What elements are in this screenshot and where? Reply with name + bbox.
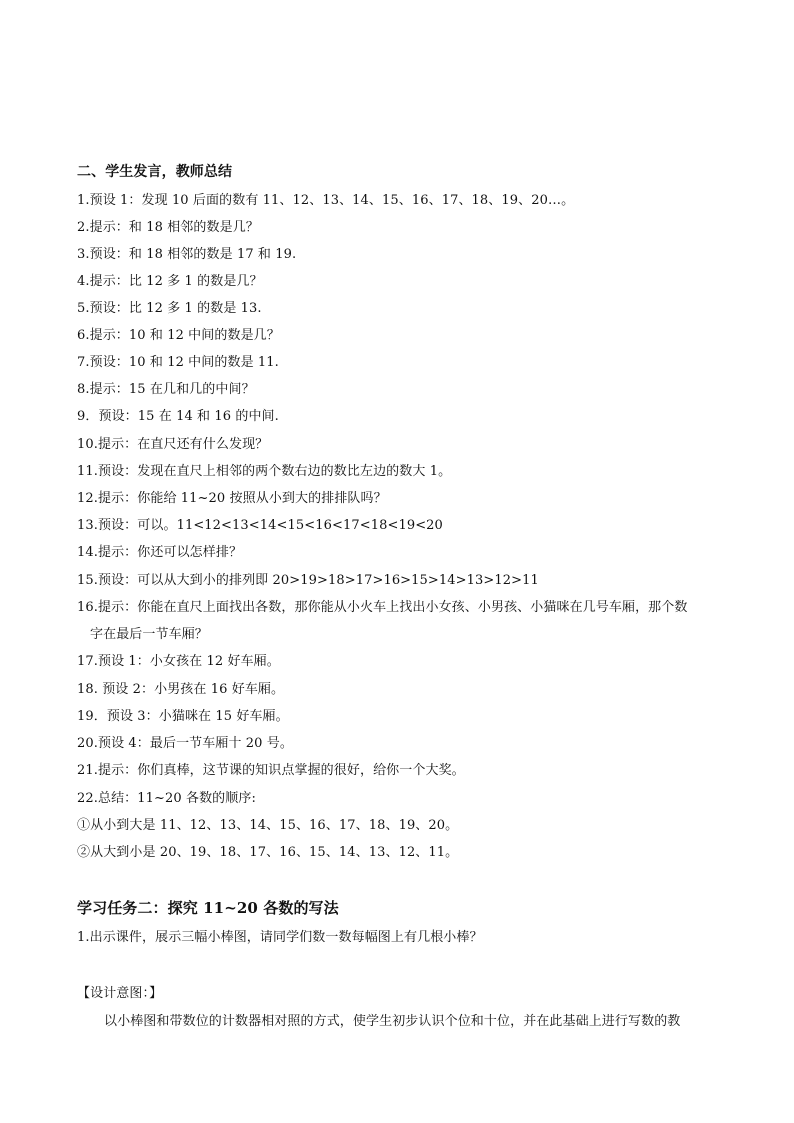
list-item: 20.预设 4：最后一节车厢十 20 号。: [77, 736, 293, 751]
list-item: 19．预设 3：小猫咪在 15 好车厢。: [77, 709, 289, 724]
section-heading: 二、学生发言，教师总结: [77, 164, 233, 180]
list-item: 8.提示：15 在几和几的中间？: [77, 382, 255, 397]
list-item: 18. 预设 2：小男孩在 16 好车厢。: [77, 682, 285, 697]
list-item: 1.预设 1：发现 10 后面的数有 11、12、13、14、15、16、17、18、19、20…。: [77, 193, 575, 208]
list-item: 13.预设：可以。11<12<13<14<15<16<17<18<19<20: [77, 518, 443, 533]
list-item: 1.出示课件，展示三幅小棒图，请同学们数一数每幅图上有几根小棒？: [77, 930, 483, 945]
list-item: 17.预设 1：小女孩在 12 好车厢。: [77, 654, 280, 669]
list-item: 15.预设：可以从大到小的排列即 20>19>18>17>16>15>14>13>12>11: [77, 573, 539, 588]
list-item: 6.提示：10 和 12 中间的数是几？: [77, 328, 280, 343]
list-item: 9．预设：15 在 14 和 16 的中间.: [77, 409, 279, 424]
design-intent-text: 以小棒图和带数位的计数器相对照的方式，使学生初步认识个位和十位，并在此基础上进行写数的教: [104, 1014, 681, 1029]
list-item: 11.预设：发现在直尺上相邻的两个数右边的数比左边的数大 1。: [77, 464, 452, 479]
list-item: 21.提示：你们真棒，这节课的知识点掌握的很好，给你一个大奖。: [77, 763, 465, 778]
list-item: 3.预设：和 18 相邻的数是 17 和 19.: [77, 247, 297, 262]
section-heading: 学习任务二：探究 11~20 各数的写法: [77, 899, 339, 917]
list-item-continued: 字在最后一节车厢？: [90, 627, 208, 642]
list-item: ①从小到大是 11、12、13、14、15、16、17、18、19、20。: [77, 818, 459, 833]
list-item: 16.提示：你能在直尺上面找出各数，那你能从小火车上找出小女孩、小男孩、小猫咪在几号车厢，那个数: [77, 600, 688, 615]
list-item: 14.提示：你还可以怎样排？: [77, 545, 243, 560]
list-item: 10.提示：在直尺还有什么发现？: [77, 437, 269, 452]
list-item: ②从大到小是 20、19、18、17、16、15、14、13、12、11。: [77, 845, 459, 860]
list-item: 22.总结：11~20 各数的顺序:: [77, 791, 256, 806]
list-item: 2.提示：和 18 相邻的数是几？: [77, 220, 259, 235]
list-item: 12.提示：你能给 11~20 按照从小到大的排排队吗？: [77, 491, 387, 506]
list-item: 7.预设：10 和 12 中间的数是 11.: [77, 355, 279, 370]
list-item: 4.提示：比 12 多 1 的数是几？: [77, 274, 263, 289]
list-item: 5.预设：比 12 多 1 的数是 13.: [77, 301, 262, 316]
design-intent-heading: 【设计意图：】: [77, 986, 163, 1001]
